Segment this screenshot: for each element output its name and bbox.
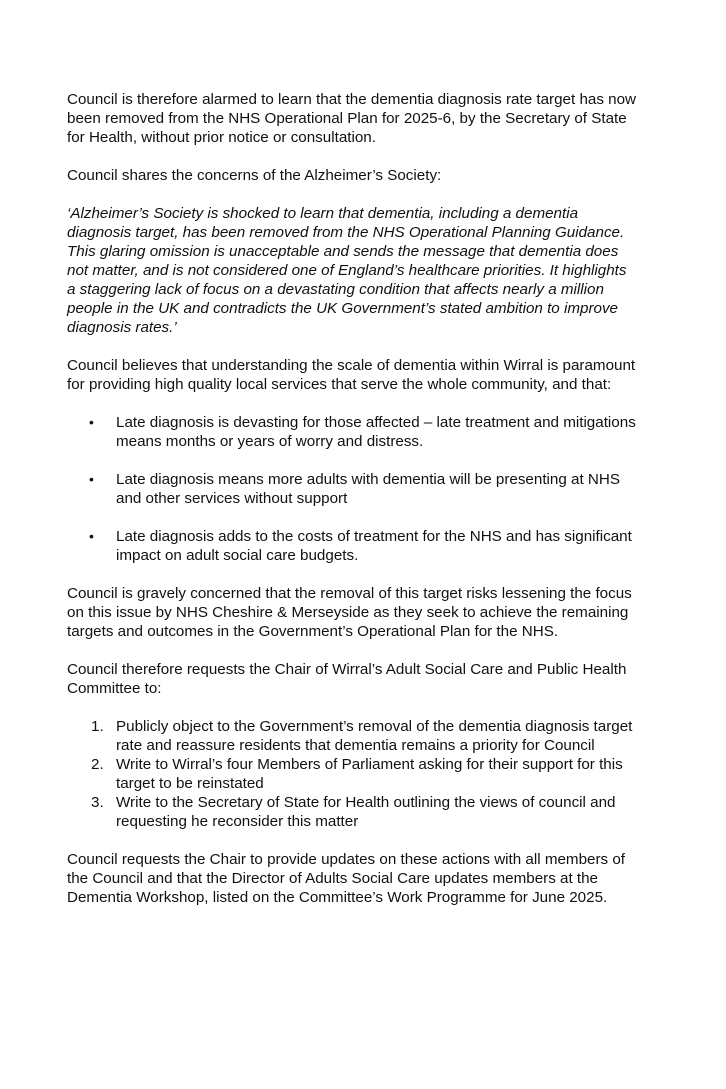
actions-numbered-list [67, 717, 677, 831]
text-line: means months or years of worry and distress. [116, 433, 424, 450]
text-line: Committee to: [67, 680, 162, 697]
text-line: and other services without support [116, 490, 348, 507]
text-line: targets and outcomes in the Government’s Operational Plan for the NHS. [67, 623, 559, 640]
text-line: Late diagnosis is devasting for those affected – late treatment and mitigations [116, 414, 636, 431]
alzheimers-society-quote [67, 204, 677, 337]
text-line: diagnosis rates.’ [67, 319, 177, 336]
bullet-icon: • [89, 528, 94, 544]
text-line: Dementia Workshop, listed on the Committee’s Work Programme for June 2025. [67, 889, 608, 906]
action-item [67, 717, 677, 755]
text-line: impact on adult social care budgets. [116, 547, 359, 564]
late-diagnosis-bullet-list [67, 413, 677, 565]
list-number: 3. [91, 794, 104, 811]
text-line: been removed from the NHS Operational Plan for 2025-6, by the Secretary of State [67, 110, 627, 127]
bullet-item [67, 413, 677, 451]
document-page [67, 90, 677, 926]
text-line: Council therefore requests the Chair of Wirral’s Adult Social Care and Public Health [67, 661, 627, 678]
bullet-item [67, 527, 677, 565]
text-line: for Health, without prior notice or consultation. [67, 129, 376, 146]
paragraph-requests-chair [67, 660, 677, 698]
bullet-icon: • [89, 414, 94, 430]
text-line: Publicly object to the Government’s removal of the dementia diagnosis target [116, 718, 633, 735]
paragraph-council-believes [67, 356, 677, 394]
text-line: Write to Wirral’s four Members of Parliament asking for their support for this [116, 756, 623, 773]
text-line: a staggering lack of focus on a devastating condition that affects nearly a million [67, 281, 604, 298]
text-line: on this issue by NHS Cheshire & Merseyside as they seek to achieve the remaining [67, 604, 629, 621]
text-line: Late diagnosis means more adults with dementia will be presenting at NHS [116, 471, 620, 488]
text-line: the Council and that the Director of Adults Social Care updates members at the [67, 870, 599, 887]
text-line: rate and reassure residents that dementia remains a priority for Council [116, 737, 595, 754]
text-line: Council requests the Chair to provide updates on these actions with all members of [67, 851, 626, 868]
text-line: Council believes that understanding the scale of dementia within Wirral is paramount [67, 357, 636, 374]
list-number: 2. [91, 756, 104, 773]
text-line: target to be reinstated [116, 775, 264, 792]
paragraph-alarmed [67, 90, 677, 147]
text-line: requesting he reconsider this matter [116, 813, 359, 830]
bullet-item [67, 470, 677, 508]
text-line: people in the UK and contradicts the UK Government’s stated ambition to improve [67, 300, 618, 317]
text-line: diagnosis target, has been removed from the NHS Operational Planning Guidance. [67, 224, 625, 241]
text-line: ‘Alzheimer’s Society is shocked to learn that dementia, including a dementia [67, 205, 579, 222]
text-line: for providing high quality local services that serve the whole community, and that: [67, 376, 612, 393]
text-line: Council is therefore alarmed to learn that the dementia diagnosis rate target has now [67, 91, 637, 108]
text-line: Council is gravely concerned that the removal of this target risks lessening the focus [67, 585, 632, 602]
action-item [67, 755, 677, 793]
paragraph-updates [67, 850, 677, 907]
text-line: This glaring omission is unacceptable and sends the message that dementia does [67, 243, 619, 260]
text-line: Write to the Secretary of State for Health outlining the views of council and [116, 794, 616, 811]
paragraph-gravely-concerned [67, 584, 677, 641]
paragraph-shares-concerns [67, 166, 677, 185]
text-line: not matter, and is not considered one of England’s healthcare priorities. It highlights [67, 262, 627, 279]
text-line: Council shares the concerns of the Alzheimer’s Society: [67, 167, 442, 184]
bullet-icon: • [89, 471, 94, 487]
text-line: Late diagnosis adds to the costs of treatment for the NHS and has significant [116, 528, 632, 545]
list-number: 1. [91, 718, 104, 735]
action-item [67, 793, 677, 831]
